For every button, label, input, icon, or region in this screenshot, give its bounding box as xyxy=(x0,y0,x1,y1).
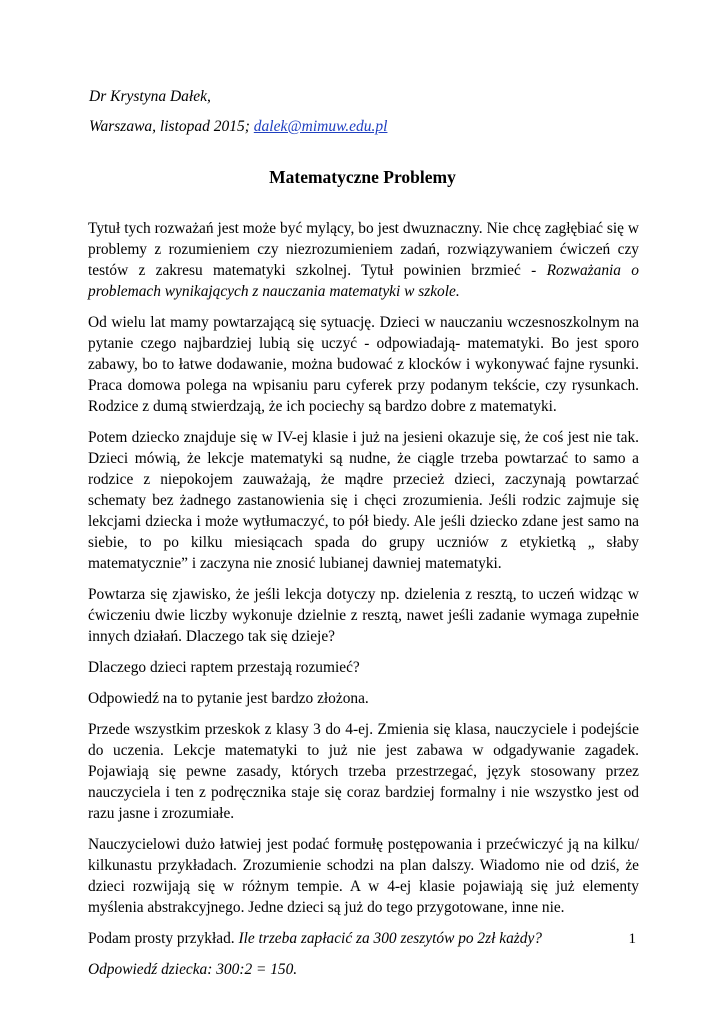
document-title: Matematyczne Problemy xyxy=(269,167,456,187)
paragraph-transition: Przede wszystkim przeskok z klasy 3 do 4-ej. Zmienia się klasa, nauczyciele i podejście do uczenia. Lekcje matematyki to już nie jest zabawa w odgadywanie zagadek. Pojawiają się pewne zasady, których trzeba przestrzegać, język stosowany przez nauczyciela i ten z podręcznika staje się coraz bardziej formalny i nie wszystko jest od razu jasne i zrozumiałe. xyxy=(88,721,639,822)
paragraph-division-example: Powtarza się zjawisko, że jeśli lekcja dotyczy np. dzielenia z resztą, to uczeń widząc w ćwiczeniu dwie liczby wykonuje dzielnie z resztą, nawet jeśli zadanie wymaga zupełnie innych działań. Dlaczego tak się dzieje? xyxy=(88,586,639,645)
paragraph-example xyxy=(88,928,639,949)
paragraph-intro-italic: Rozważania o problemach wynikających z nauczania matematyki w szkole. xyxy=(88,262,640,300)
email-link[interactable]: dalek@mimuw.edu.pl xyxy=(253,118,388,135)
paragraph-example-italic: Ile trzeba zapłacić za 300 zeszytów po 2zł każdy? xyxy=(238,930,542,947)
paragraph-intro-text: Tytuł tych rozważań jest może być mylący, bo jest dwuznaczny. Nie chcę zagłębiać się w problemy z rozumieniem czy niezrozumieniem zadań, rozwiązywaniem ćwiczeń czy testów z zakresu matematyki szkolnej. Tytuł powinien brzmieć - xyxy=(88,220,639,279)
paragraph-example-text: Podam prosty przykład. xyxy=(88,930,239,947)
paragraph-teacher: Nauczycielowi dużo łatwiej jest podać formułę postępowania i przećwiczyć ją na kilku/ kilkunastu przykładach. Zrozumienie schodzi na plan dalszy. Wiadomo nie od dziś, że dzieci rozwijają się w różnym tempie. A w 4-ej klasie pojawiają się już elementy myślenia abstrakcyjnego. Jedne dzieci są już do tego przygotowane, inne nie. xyxy=(88,836,639,916)
paragraph-intro xyxy=(88,218,639,302)
paragraph-question: Dlaczego dzieci raptem przestają rozumieć? xyxy=(88,659,360,676)
document-body xyxy=(88,218,639,980)
page-number: 1 xyxy=(628,931,636,947)
paragraph-fourth-grade: Potem dziecko znajduje się w IV-ej klasie i już na jesieni okazuje się, że coś jest nie tak. Dzieci mówią, że lekcje matematyki są nudne, że ciągle trzeba powtarzać to samo a rodzice z niepokojem zauważają, że mądre przecież dzieci, zaczynają powtarzać schematy bez żadnego zastanowienia się i chęci zrozumienia. Jeśli rodzic zajmuje się lekcjami dziecka i może wytłumaczyć, to pół biedy. Ale jeśli dziecko zdane jest samo na siebie, to po kilku miesiącach spada do grupy uczniów z etykietką „ słaby matematycznie” i zaczyna nie znosić lubianej dawniej matematyki. xyxy=(88,429,639,572)
author-line xyxy=(89,87,211,107)
author-name: Dr Krystyna Dałek, xyxy=(89,88,211,105)
child-answer-italic: Odpowiedź dziecka: 300:2 = 150. xyxy=(88,961,298,978)
paragraph-early-school: Od wielu lat mamy powtarzającą się sytuację. Dzieci w nauczaniu wczesnoszkolnym na pytanie czego najbardziej lubią się uczyć - odpowiadają- matematyki. Bo jest sporo zabawy, bo to łatwe dodawanie, można budować z klocków i wykonywać fajne rysunki. Praca domowa polega na wpisaniu paru cyferek przy podanym tekście, czy rysunkach. Rodzice z dumą stwierdzają, że ich pociechy są bardzo dobre z matematyki. xyxy=(88,314,639,415)
place-date: Warszawa, listopad 2015; xyxy=(89,118,254,135)
paragraph-answer: Odpowiedź na to pytanie jest bardzo złożona. xyxy=(88,690,369,707)
place-date-line xyxy=(89,117,387,137)
paragraph-child-answer xyxy=(88,959,639,980)
